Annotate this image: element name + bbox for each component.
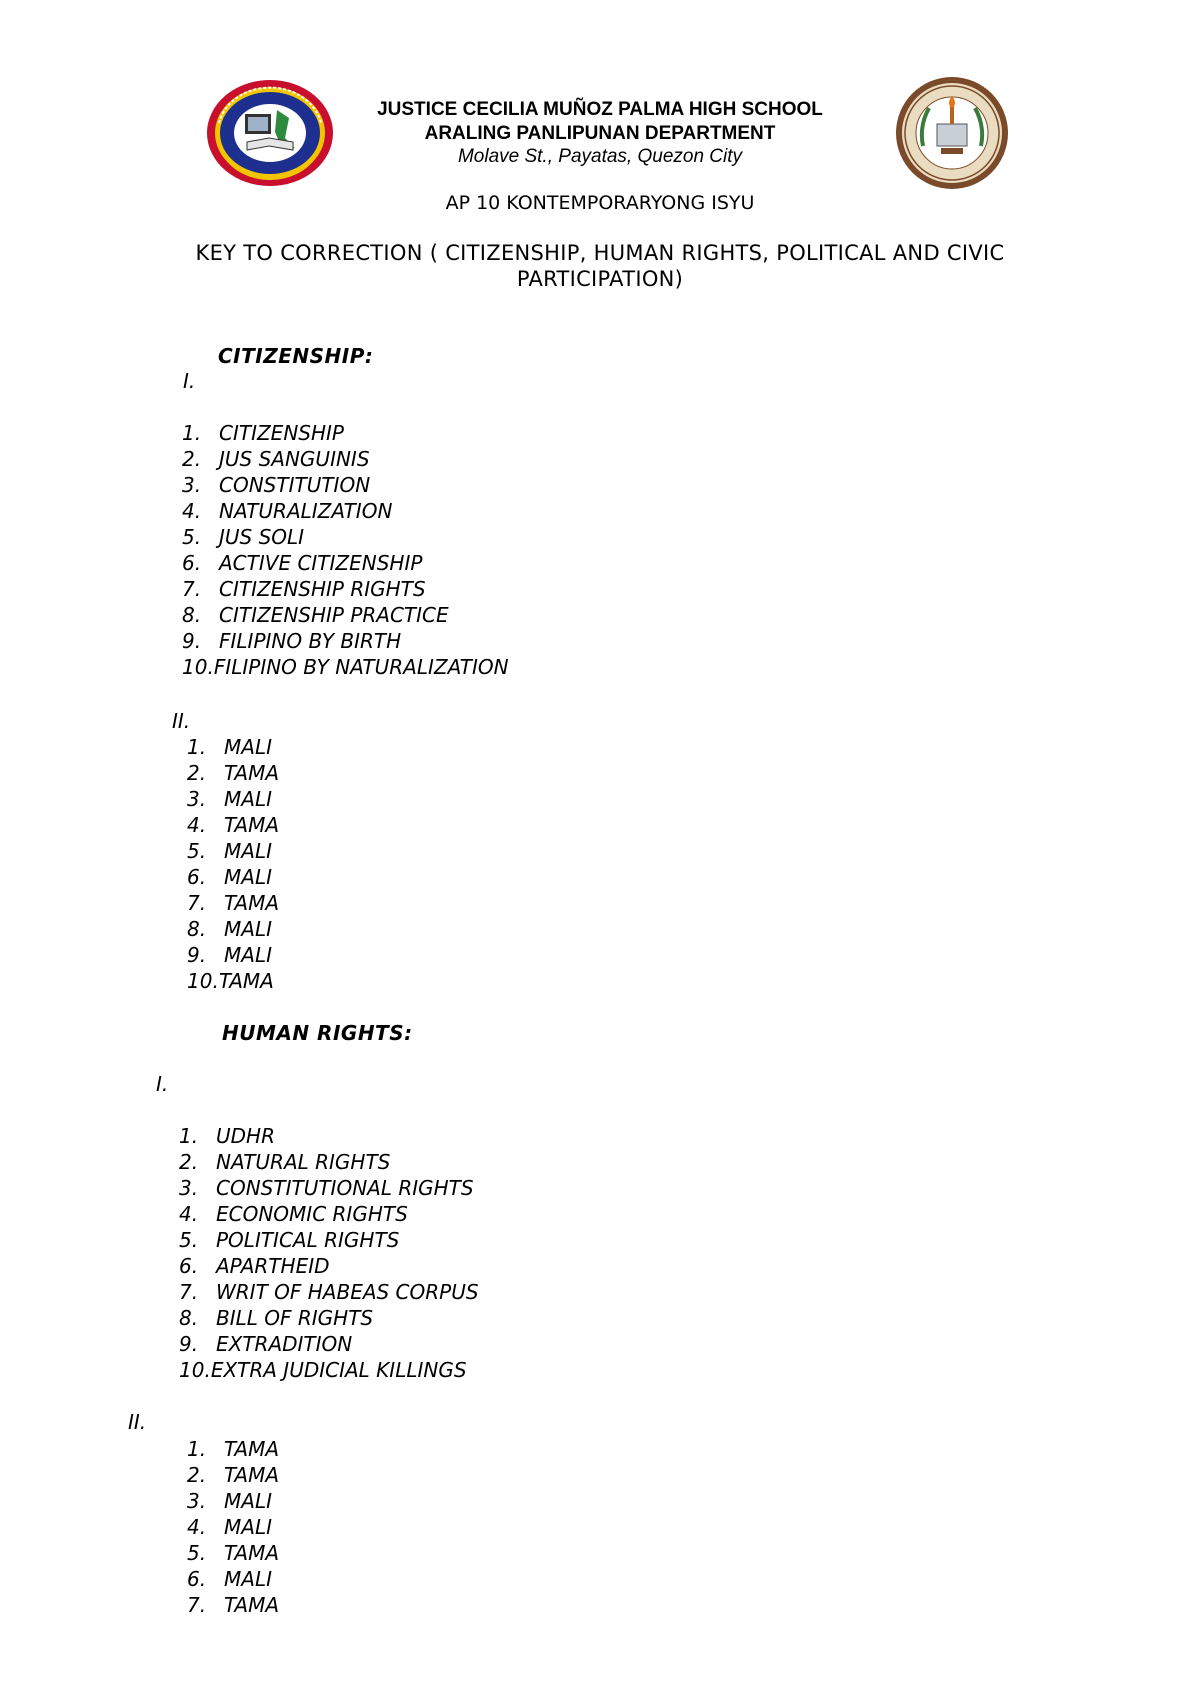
list-item: 6. MALI bbox=[187, 865, 272, 889]
list-item: 1. MALI bbox=[187, 735, 272, 759]
araling-panlipunan-logo bbox=[205, 78, 335, 188]
list-item: 5. MALI bbox=[187, 839, 272, 863]
citizenship-part1-label: I. bbox=[183, 369, 196, 393]
citizenship-part2-label: II. bbox=[172, 709, 191, 733]
list-item: 8. BILL OF RIGHTS bbox=[179, 1306, 374, 1330]
school-seal-logo bbox=[893, 76, 1011, 191]
school-name: JUSTICE CECILIA MUÑOZ PALMA HIGH SCHOOL bbox=[377, 99, 823, 120]
citizenship-title: CITIZENSHIP: bbox=[218, 344, 374, 368]
list-item: 5. POLITICAL RIGHTS bbox=[179, 1228, 400, 1252]
list-item: 7. TAMA bbox=[187, 1593, 279, 1617]
list-item: 6. ACTIVE CITIZENSHIP bbox=[182, 551, 423, 575]
list-item: 9. FILIPINO BY BIRTH bbox=[182, 629, 402, 653]
list-item: 7. CITIZENSHIP RIGHTS bbox=[182, 577, 426, 601]
human-rights-title: HUMAN RIGHTS: bbox=[222, 1021, 413, 1045]
list-item: 6. APARTHEID bbox=[179, 1254, 330, 1278]
list-item: 4. TAMA bbox=[187, 813, 279, 837]
list-item: 7. WRIT OF HABEAS CORPUS bbox=[179, 1280, 479, 1304]
list-item: 4. MALI bbox=[187, 1515, 272, 1539]
human-rights-part2-list bbox=[187, 1436, 279, 1618]
list-item: 10.TAMA bbox=[187, 969, 274, 993]
list-item: 8. CITIZENSHIP PRACTICE bbox=[182, 603, 449, 627]
list-item: 5. JUS SOLI bbox=[182, 525, 305, 549]
list-item: 10.FILIPINO BY NATURALIZATION bbox=[182, 655, 509, 679]
list-item: 4. ECONOMIC RIGHTS bbox=[179, 1202, 408, 1226]
list-item: 3. MALI bbox=[187, 787, 272, 811]
list-item: 2. TAMA bbox=[187, 761, 279, 785]
list-item: 4. NATURALIZATION bbox=[182, 499, 393, 523]
list-item: 3. CONSTITUTIONAL RIGHTS bbox=[179, 1176, 474, 1200]
document-title: KEY TO CORRECTION ( CITIZENSHIP, HUMAN RIGHTS, POLITICAL AND CIVIC PARTICIPATION) bbox=[195, 241, 1005, 291]
school-address: Molave St., Payatas, Quezon City bbox=[457, 146, 743, 167]
human-rights-part1-label: I. bbox=[156, 1072, 169, 1096]
list-item: 1. TAMA bbox=[187, 1437, 279, 1461]
list-item: 3. CONSTITUTION bbox=[182, 473, 371, 497]
list-item: 6. MALI bbox=[187, 1567, 272, 1591]
list-item: 8. MALI bbox=[187, 917, 272, 941]
list-item: 2. NATURAL RIGHTS bbox=[179, 1150, 391, 1174]
list-item: 2. TAMA bbox=[187, 1463, 279, 1487]
list-item: 7. TAMA bbox=[187, 891, 279, 915]
list-item: 9. EXTRADITION bbox=[179, 1332, 353, 1356]
human-rights-part2-label: II. bbox=[128, 1410, 147, 1434]
citizenship-part2-list bbox=[187, 734, 279, 994]
list-item: 5. TAMA bbox=[187, 1541, 279, 1565]
list-item: 9. MALI bbox=[187, 943, 272, 967]
human-rights-part1-list bbox=[179, 1123, 479, 1383]
list-item: 1. UDHR bbox=[179, 1124, 275, 1148]
list-item: 2. JUS SANGUINIS bbox=[182, 447, 370, 471]
citizenship-part1-list bbox=[182, 420, 509, 680]
list-item: 10.EXTRA JUDICIAL KILLINGS bbox=[179, 1358, 467, 1382]
list-item: 3. MALI bbox=[187, 1489, 272, 1513]
course-title: AP 10 KONTEMPORARYONG ISYU bbox=[445, 192, 755, 214]
department-name: ARALING PANLIPUNAN DEPARTMENT bbox=[424, 123, 776, 144]
list-item: 1. CITIZENSHIP bbox=[182, 421, 344, 445]
